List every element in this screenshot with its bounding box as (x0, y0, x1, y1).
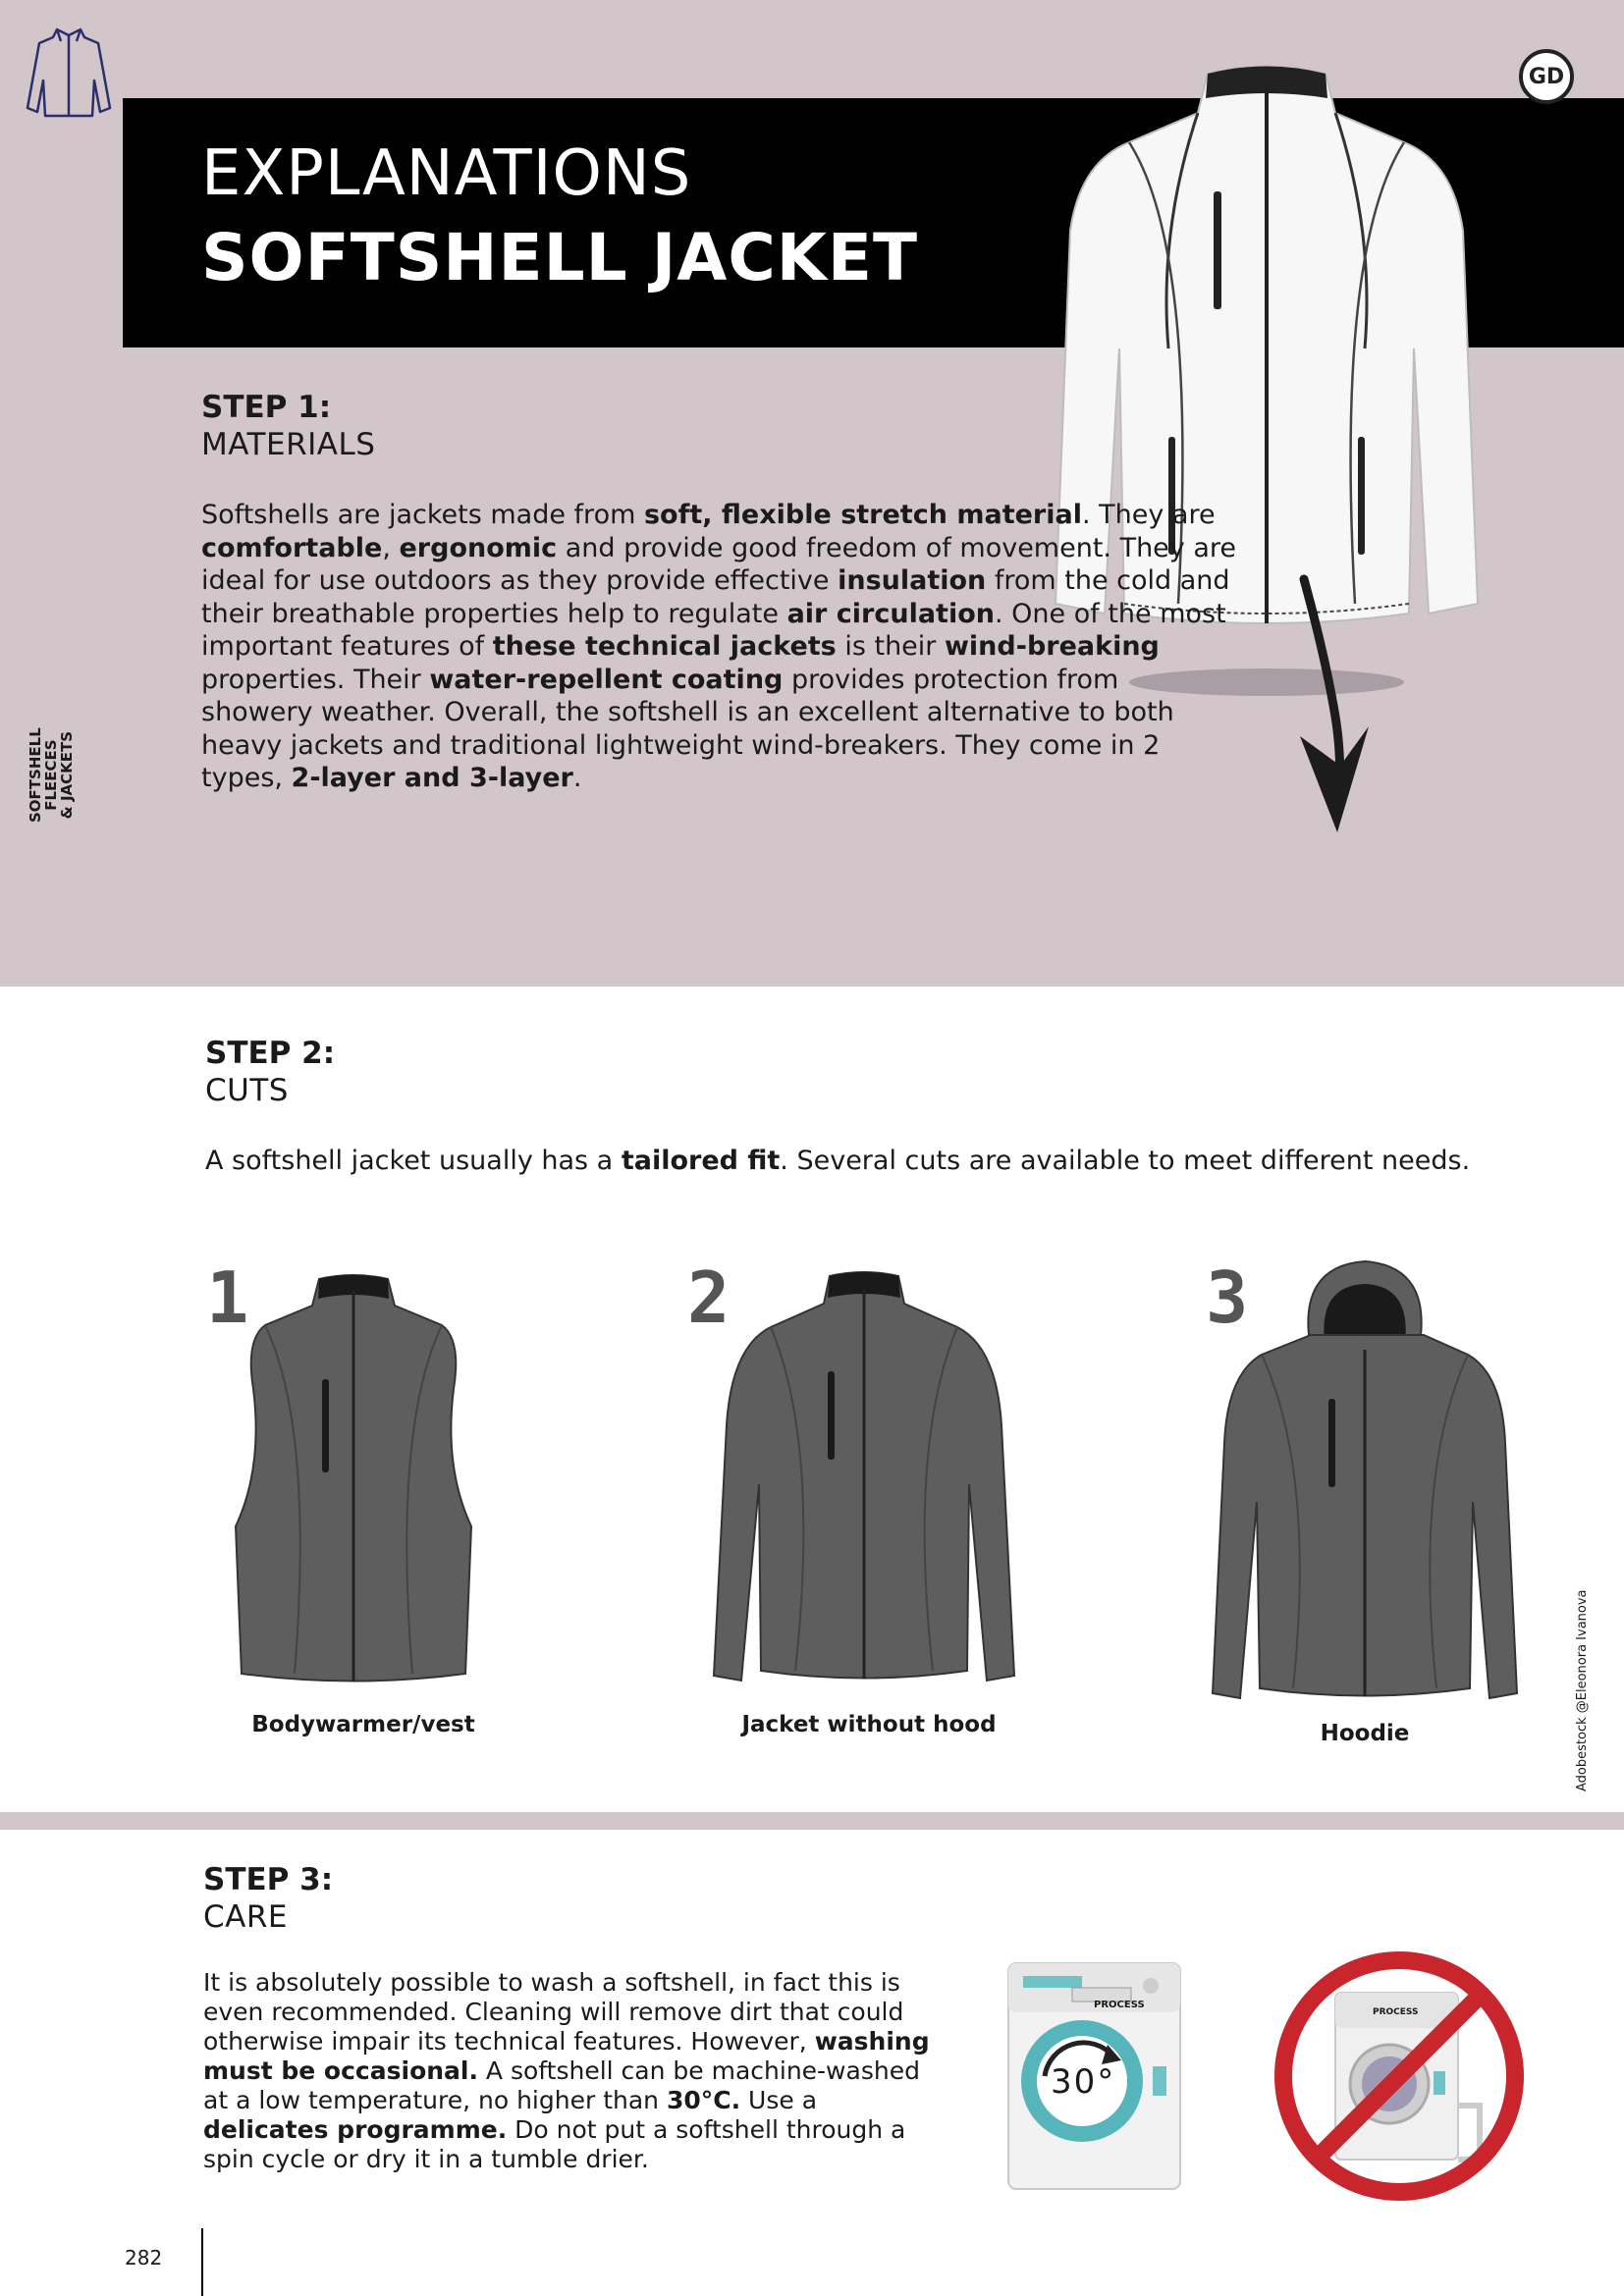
cut-number-1: 1 (206, 1256, 249, 1339)
jacket-outline-icon (20, 22, 118, 120)
washing-machine-icon (1003, 1958, 1185, 2194)
text-run: wind-breaking (944, 631, 1160, 662)
page-number: 282 (125, 2246, 163, 2269)
text-run: air circulation (786, 598, 995, 629)
text-run: . Several cuts are available to meet different needs. (780, 1146, 1471, 1176)
title-line-1: EXPLANATIONS (201, 137, 692, 210)
text-run: . They are (1081, 500, 1216, 530)
text-run: is their (836, 631, 945, 662)
text-run: and provide good freedom of movement. They are ideal for use outdoors as they provide effective (201, 532, 1237, 596)
text-run: tailored fit (621, 1146, 781, 1176)
text-run: these technical jackets (492, 631, 837, 662)
text-run: water-repellent coating (429, 664, 784, 695)
text-run: , (382, 532, 400, 563)
step2-intro (205, 1145, 1580, 1178)
text-run: Do not put a softshell through a spin cycle or dry it in a tumble drier. (203, 2115, 906, 2173)
text-run: 2-layer and 3-layer (291, 763, 573, 793)
page-number-rule (201, 2228, 203, 2296)
step2-heading: STEP 2: (205, 1036, 336, 1071)
text-run: Use a (740, 2086, 818, 2114)
brand-logo (1519, 49, 1574, 104)
cut-number-2: 2 (687, 1256, 731, 1339)
no-tumble-dryer-icon (1262, 1939, 1537, 2214)
step3-heading: STEP 3: (203, 1862, 334, 1897)
text-run: soft, flexible stretch material (643, 500, 1082, 530)
image-credit: Adobestock @Eleonora Ivanova (1575, 1589, 1590, 1791)
text-run: . (572, 763, 582, 793)
side-label-line-2: FLEECES (42, 739, 60, 811)
text-run: comfortable (201, 532, 383, 563)
hoodie-illustration (1203, 1256, 1527, 1708)
cut-label-2: Jacket without hood (741, 1712, 997, 1737)
title-line-2: SOFTSHELL JACKET (201, 220, 919, 295)
cut-label-3: Hoodie (1320, 1721, 1410, 1746)
section-divider (0, 1812, 1624, 1830)
step3-subheading: CARE (203, 1899, 288, 1935)
cut-number-3: 3 (1206, 1256, 1249, 1339)
jacket-without-hood-illustration (702, 1268, 1026, 1690)
step3-rich-text (203, 1968, 949, 2174)
step1-paragraph (201, 499, 1237, 795)
text-run: A softshell can be machine-washed at a low temperature, no higher than (203, 2056, 920, 2114)
vest-illustration (226, 1271, 481, 1693)
arrow-down-icon (1286, 569, 1394, 839)
text-run: It is absolutely possible to wash a softshell, in fact this is even recommended. Cleaning will remove dirt that could otherwise impair its technical features. However, (203, 1968, 904, 2056)
text-run: provides protection from showery weather. Overall, the softshell is an excellent alternative to both heavy jackets and traditional lightweight wind-breakers. They come in 2 types, (201, 664, 1174, 793)
text-run: washing must be occasional. (203, 2027, 930, 2085)
side-label-line-1: SOFTSHELL (27, 727, 44, 823)
step2-subheading: CUTS (205, 1073, 289, 1108)
text-run: Softshells are jackets made from (201, 500, 644, 530)
step1-heading: STEP 1: (201, 390, 332, 425)
step2-rich-text (205, 1145, 1580, 1178)
text-run: A softshell jacket usually has a (205, 1146, 622, 1176)
text-run: delicates programme. (203, 2115, 508, 2144)
side-label-line-3: & JACKETS (58, 730, 76, 820)
text-run: . One of the most important features of (201, 598, 1226, 662)
text-run: insulation (838, 565, 987, 596)
text-run: from the cold and their breathable properties help to regulate (201, 565, 1230, 629)
step1-rich-text (201, 499, 1237, 795)
side-category-label (27, 727, 75, 823)
text-run: 30°C. (666, 2086, 741, 2114)
dryer-panel-label: PROCESS (1373, 2007, 1419, 2017)
cut-label-1: Bodywarmer/vest (251, 1712, 475, 1737)
wash-temperature: 30° (1051, 2062, 1116, 2102)
text-run: properties. Their (201, 664, 430, 695)
washer-panel-label: PROCESS (1094, 2000, 1145, 2010)
text-run: ergonomic (399, 532, 558, 563)
step1-subheading: MATERIALS (201, 427, 376, 462)
brand-logo-text: GD (1528, 64, 1565, 89)
step3-paragraph (203, 1968, 949, 2174)
